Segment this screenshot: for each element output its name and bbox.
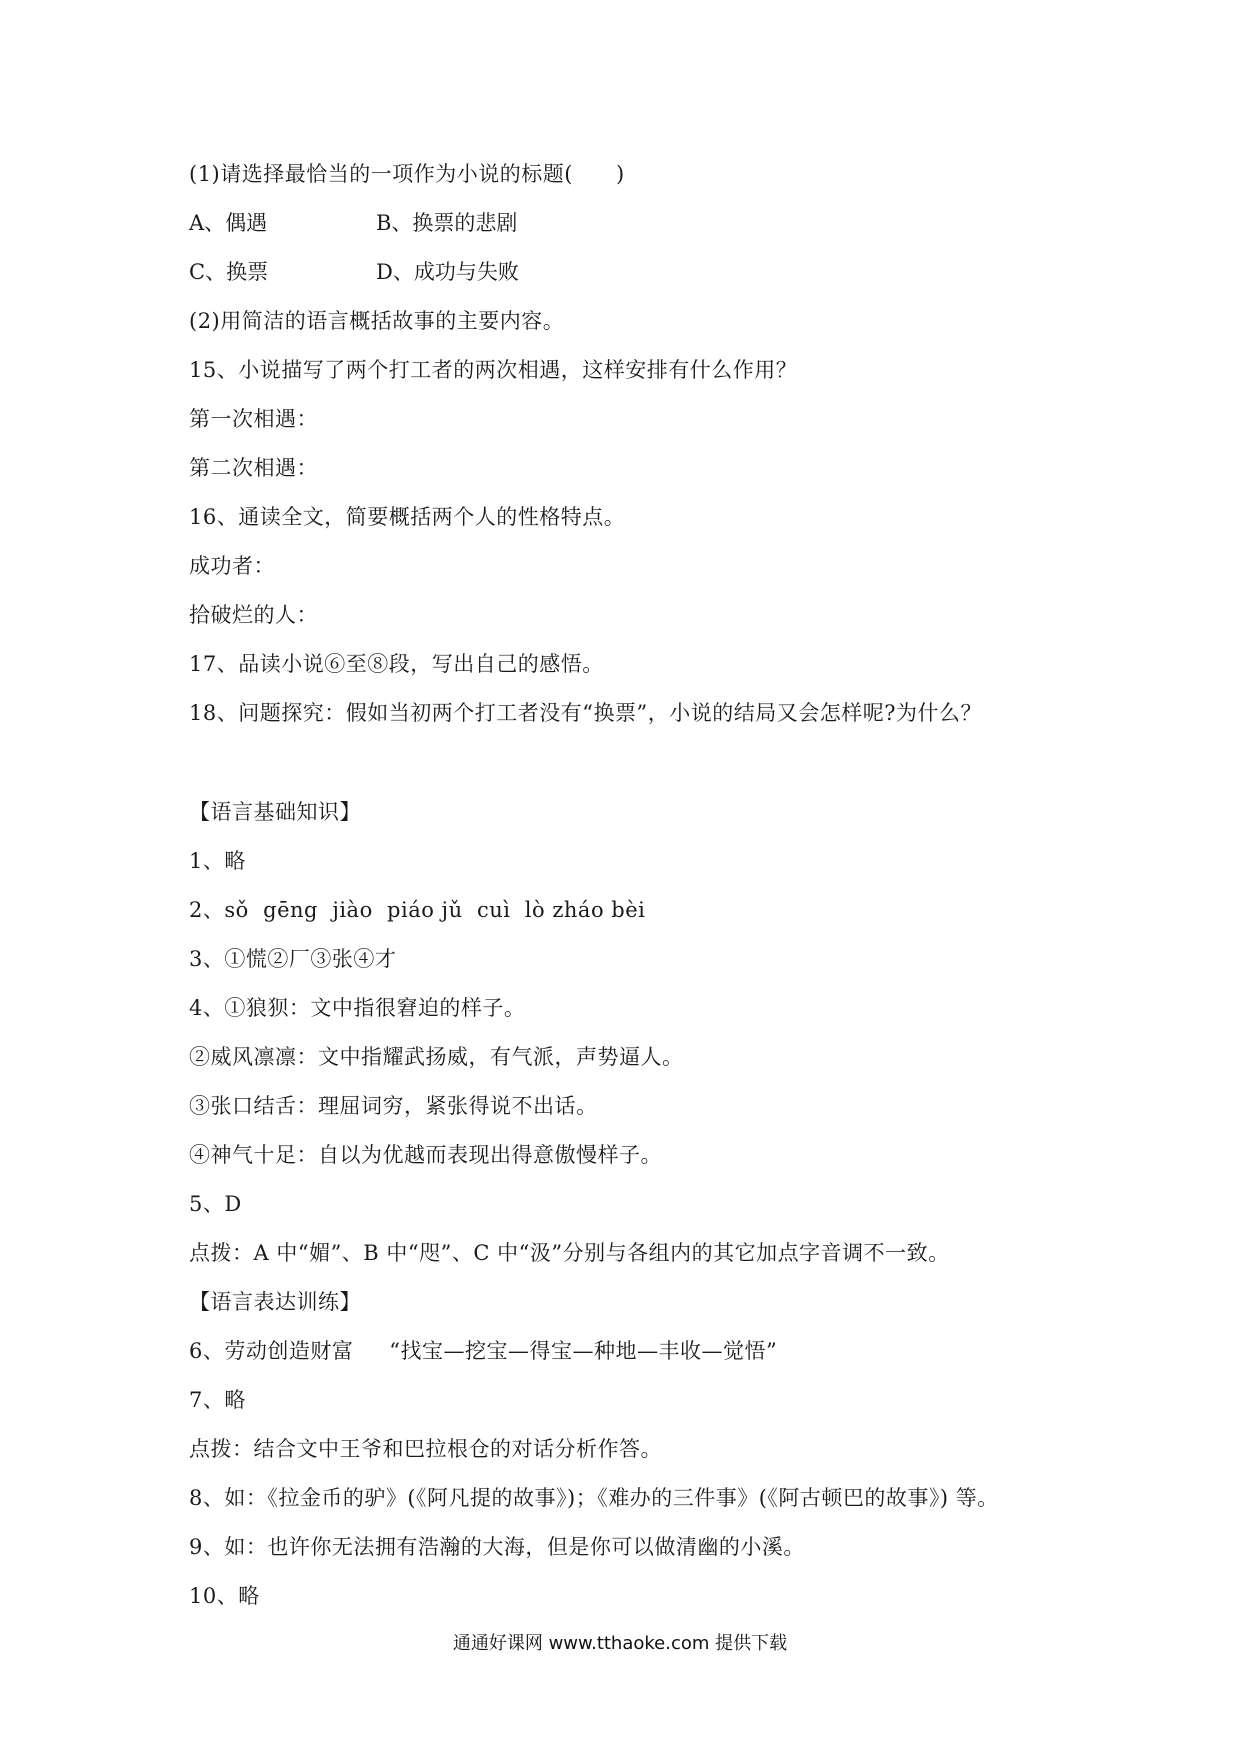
answer-10: 10、略 (189, 1584, 260, 1608)
answer-1: 1、略 (189, 849, 246, 873)
answer-9: 9、如：也许你无法拥有浩瀚的大海，但是你可以做清幽的小溪。 (189, 1535, 805, 1559)
question-17: 17、品读小说⑥至⑧段，写出自己的感悟。 (189, 652, 604, 676)
answer-3: 3、①慌②厂③张④才 (189, 947, 397, 971)
answer-4-2: ②威风凛凛：文中指耀武扬威，有气派，声势逼人。 (189, 1045, 684, 1069)
q2-prompt: (2)用简洁的语言概括故事的主要内容。 (189, 309, 565, 333)
q1-prompt: (1)请选择最恰当的一项作为小说的标题( ) (189, 162, 625, 186)
question-16-scavenger: 拾破烂的人： (189, 603, 318, 627)
question-18: 18、问题探究：假如当初两个打工者没有“换票”，小说的结局又会怎样呢?为什么？ (189, 701, 982, 725)
answer-2: 2、sǒ gēng jiào piáo jǔ cuì lò zháo bèi (189, 898, 646, 922)
answer-6: 6、劳动创造财富 “找宝—挖宝—得宝—种地—丰收—觉悟” (189, 1339, 778, 1363)
question-15-second-meeting: 第二次相遇： (189, 456, 318, 480)
answer-4-1: 4、①狼狈：文中指很窘迫的样子。 (189, 996, 526, 1020)
section-heading-basic: 【语言基础知识】 (189, 800, 361, 824)
answer-5: 5、D (189, 1192, 242, 1216)
section-heading-expression: 【语言表达训练】 (189, 1290, 361, 1314)
answer-7-note: 点拨：结合文中王爷和巴拉根仓的对话分析作答。 (189, 1437, 662, 1461)
answer-5-note: 点拨：A 中“媚”、B 中“咫”、C 中“汲”分别与各组内的其它加点字音调不一致。 (189, 1241, 950, 1265)
option-d: D、成功与失败 (376, 260, 519, 284)
answer-4-3: ③张口结舌：理屈词穷，紧张得说不出话。 (189, 1094, 598, 1118)
answer-7: 7、略 (189, 1388, 246, 1412)
question-16-success: 成功者： (189, 554, 275, 578)
answer-8: 8、如：《拉金币的驴》(《阿凡提的故事》)；《难办的三件事》(《阿古顿巴的故事》) 等。 (189, 1486, 999, 1510)
option-c: C、换票 (189, 260, 269, 284)
option-b: B、换票的悲剧 (376, 211, 518, 235)
question-15-first-meeting: 第一次相遇： (189, 407, 318, 431)
answer-4-4: ④神气十足：自以为优越而表现出得意傲慢样子。 (189, 1143, 662, 1167)
question-15: 15、小说描写了两个打工者的两次相遇，这样安排有什么作用？ (189, 358, 798, 382)
page-footer: 通通好课网 www.tthaoke.com 提供下载 (452, 1633, 788, 1654)
option-a: A、偶遇 (189, 211, 268, 235)
question-16: 16、通读全文，简要概括两个人的性格特点。 (189, 505, 626, 529)
